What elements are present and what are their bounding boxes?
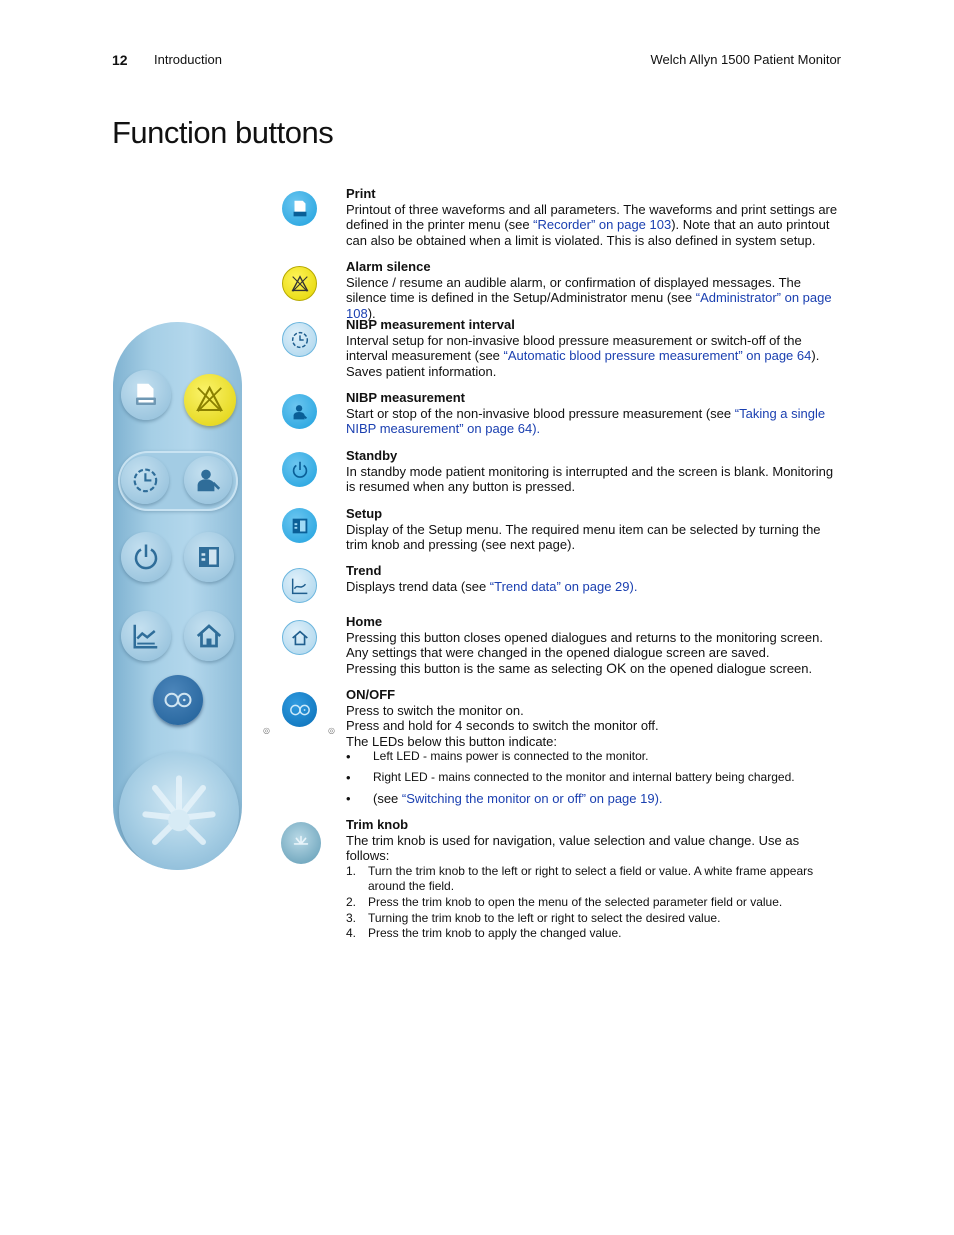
entry-text: Any settings that were changed in the opened dialogue screen are saved. [346,645,770,661]
list-item [346,911,842,927]
single-nibp-link[interactable]: “Taking a single NIBP measurement” on page 64). [346,405,826,437]
entry-title: NIBP measurement interval [346,317,515,332]
step-text: Press the trim knob to apply the changed value. [368,926,622,941]
entry-title: Standby [346,448,398,463]
setup-description [346,506,842,553]
switching-link[interactable]: “Switching the monitor on or off” on page 19). [401,790,663,806]
list-item [346,926,842,942]
entry-text: The LEDs below this button indicate: [346,733,558,749]
nibp-measurement-icon [184,456,232,504]
led-mains-icon: ◎ [263,726,270,735]
entry-text: In standby mode patient monitoring is interrupted and the screen is blank. Monitoring is resumed when any button is pressed. [346,463,834,495]
trim-knob-description [346,817,842,942]
trend-data-link[interactable]: “Trend data” on page 29). [489,578,638,594]
nibp-interval-description [346,317,842,379]
nibp-measurement-icon [282,394,317,429]
entry-text: Printout of three waveforms and all parameters. The waveforms and print settings are defined in the printer menu (see [346,201,838,233]
print-description [346,186,842,248]
list-item [346,791,842,807]
standby-icon [121,532,171,582]
setup-icon [184,532,234,582]
on-off-icon [282,692,317,727]
nibp-measurement-description [346,390,842,437]
entry-title: Home [346,614,383,629]
entry-text: Press and hold for 4 seconds to switch the monitor off. [346,718,659,734]
entry-text: Pressing this button closes opened dialogues and returns to the monitoring screen. [346,629,823,645]
ok-label: OK [606,659,627,676]
on-off-description [346,687,842,806]
home-icon [282,620,317,655]
step-number: 4. [346,926,357,941]
print-icon [282,191,317,226]
entry-text: The trim knob is used for navigation, value selection and value change. Use as follows: [346,832,800,864]
home-icon [184,611,234,661]
entry-title: Trend [346,563,382,578]
section-name: Introduction [154,52,222,67]
auto-bp-link[interactable]: “Automatic blood pressure measurement” on page 64 [503,348,812,364]
entry-text: Start or stop of the non-invasive blood pressure measurement (see [346,405,735,421]
entry-text: ). Saves patient information. [346,348,820,379]
trend-icon [282,568,317,603]
page-number: 12 [112,52,128,68]
list-item [346,749,842,765]
step-text: Press the trim knob to open the menu of the selected parameter field or value. [368,894,783,909]
trend-description [346,563,842,594]
entry-text: Display of the Setup menu. The required menu item can be selected by turning the trim knob and pressing (see next page). [346,521,821,553]
bullet-text: (see [373,790,402,806]
bullet-text: Right LED - mains connected to the monitor and internal battery being charged. [373,769,795,784]
list-item [346,895,842,911]
entry-text [346,661,842,677]
entry-text: Silence / resume an audible alarm, or confirmation of displayed messages. The silence time is defined in the Setup/Administrator menu (see [346,274,801,306]
home-description [346,614,842,676]
bullet-text: Left LED - mains power is connected to the monitor. [373,749,649,764]
entry-text: ). Note that an auto printout can also be obtained when a limit is violated. This is also defined in system setup. [346,217,830,248]
step-text: Turn the trim knob to the left or right to select a field or value. A white frame appears around the field. [368,863,814,894]
print-icon [121,370,171,420]
nibp-interval-icon [121,456,169,504]
entry-title: Setup [346,506,383,521]
list-item [346,864,842,895]
bullet: • [346,749,351,765]
trim-knob-icon [281,822,321,864]
setup-icon [282,508,317,543]
entry-title: Print [346,186,376,201]
entry-text: Interval setup for non-invasive blood pressure measurement or switch-off of the interval measurement (see [346,332,802,364]
alarm-silence-description [346,259,842,321]
entry-title: ON/OFF [346,687,396,702]
standby-description [346,448,842,495]
entry-text-part: on the opened dialogue screen. [626,660,813,676]
entry-text-part: Pressing this button is the same as selecting [346,660,607,676]
entry-title: Alarm silence [346,259,431,274]
entry-title: Trim knob [346,817,409,832]
monitor-button-panel [113,322,242,870]
alarm-silence-icon [184,374,236,426]
list-item [346,770,842,786]
bullet: • [346,769,351,785]
page-title: Function buttons [112,115,334,150]
entry-title: NIBP measurement [346,390,465,405]
administrator-link[interactable]: “Administrator” on page 108 [346,290,832,321]
step-text: Turning the trim knob to the left or right to select the desired value. [368,910,721,925]
trend-icon [121,611,171,661]
entry-text: ). [367,305,376,321]
led-battery-icon: ◎ [328,726,335,735]
entry-text: Press to switch the monitor on. [346,702,524,718]
trim-knob-icon [119,752,239,870]
step-number: 1. [346,863,357,878]
step-number: 3. [346,910,357,925]
alarm-silence-icon [282,266,317,301]
recorder-link[interactable]: “Recorder” on page 103 [533,217,672,233]
on-off-icon [153,675,203,725]
document-title: Welch Allyn 1500 Patient Monitor [650,52,841,67]
entry-text: Displays trend data (see [346,578,490,594]
step-number: 2. [346,894,357,909]
nibp-interval-icon [282,322,317,357]
standby-icon [282,452,317,487]
bullet: • [346,790,351,806]
